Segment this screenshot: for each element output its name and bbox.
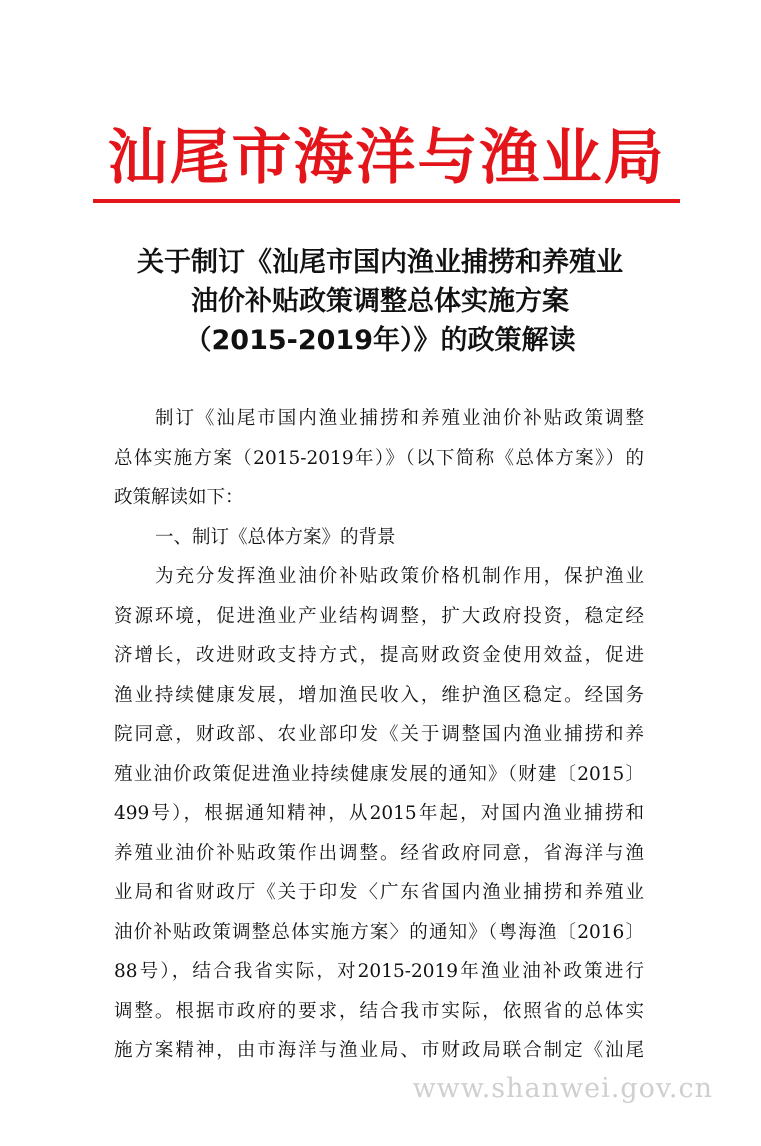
intro-line-1: 制订《汕尾市国内渔业捕捞和养殖业油价补贴政策调整 <box>155 408 644 429</box>
paragraph-line: 业局和省财政厅《关于印发〈广东省国内渔业捕捞和养殖业 <box>114 882 644 903</box>
section-heading: 一、制订《总体方案》的背景 <box>155 526 396 548</box>
paragraph-line: 院同意，财政部、农业部印发《关于调整国内渔业捕捞和养 <box>114 724 644 745</box>
paragraph-line: 养殖业油价补贴政策作出调整。经省政府同意，省海洋与渔 <box>114 842 644 864</box>
paragraph-line: 499号），根据通知精神，从2015年起，对国内渔业捕捞和 <box>114 803 644 824</box>
paragraph-line: 88号），结合我省实际，对2015-2019年渔业油补政策进行 <box>114 961 644 982</box>
paragraph-line: 油价补贴政策调整总体实施方案〉的通知》（粤海渔〔2016〕 <box>114 921 644 943</box>
title-line-2: 油价补贴政策调整总体实施方案 <box>191 286 569 317</box>
document-body <box>114 399 644 1071</box>
title-line-1: 关于制订《汕尾市国内渔业捕捞和养殖业 <box>137 247 623 278</box>
paragraph-line: 资源环境，促进渔业产业结构调整，扩大政府投资，稳定经 <box>114 605 644 627</box>
intro-line-3: 政策解读如下： <box>114 487 244 508</box>
paragraph-line: 殖业油价政策促进渔业持续健康发展的通知》（财建〔2015〕 <box>114 763 644 785</box>
paragraph-line: 施方案精神，由市海洋与渔业局、市财政局联合制定《汕尾 <box>114 1040 644 1061</box>
paragraph-line: 渔业持续健康发展，增加渔民收入，维护渔区稳定。经国务 <box>114 684 644 706</box>
paragraph-line: 为充分发挥渔业油价补贴政策价格机制作用，保护渔业 <box>155 566 644 587</box>
title-line-3: （2015-2019年）》的政策解读 <box>184 325 576 356</box>
paragraph-line: 调整。根据市政府的要求，结合我市实际，依照省的总体实 <box>114 1000 644 1022</box>
document-title <box>40 243 720 360</box>
letterhead-org-name: 汕尾市海洋与渔业局 <box>107 123 666 193</box>
intro-line-2: 总体实施方案（2015-2019年）》（以下简称《总体方案》）的 <box>114 447 644 469</box>
site-watermark: www.shanwei.gov.cn <box>412 1073 713 1104</box>
paragraph-line: 济增长，改进财政支持方式，提高财政资金使用效益，促进 <box>114 645 644 666</box>
letterhead-red-rule <box>93 199 680 203</box>
